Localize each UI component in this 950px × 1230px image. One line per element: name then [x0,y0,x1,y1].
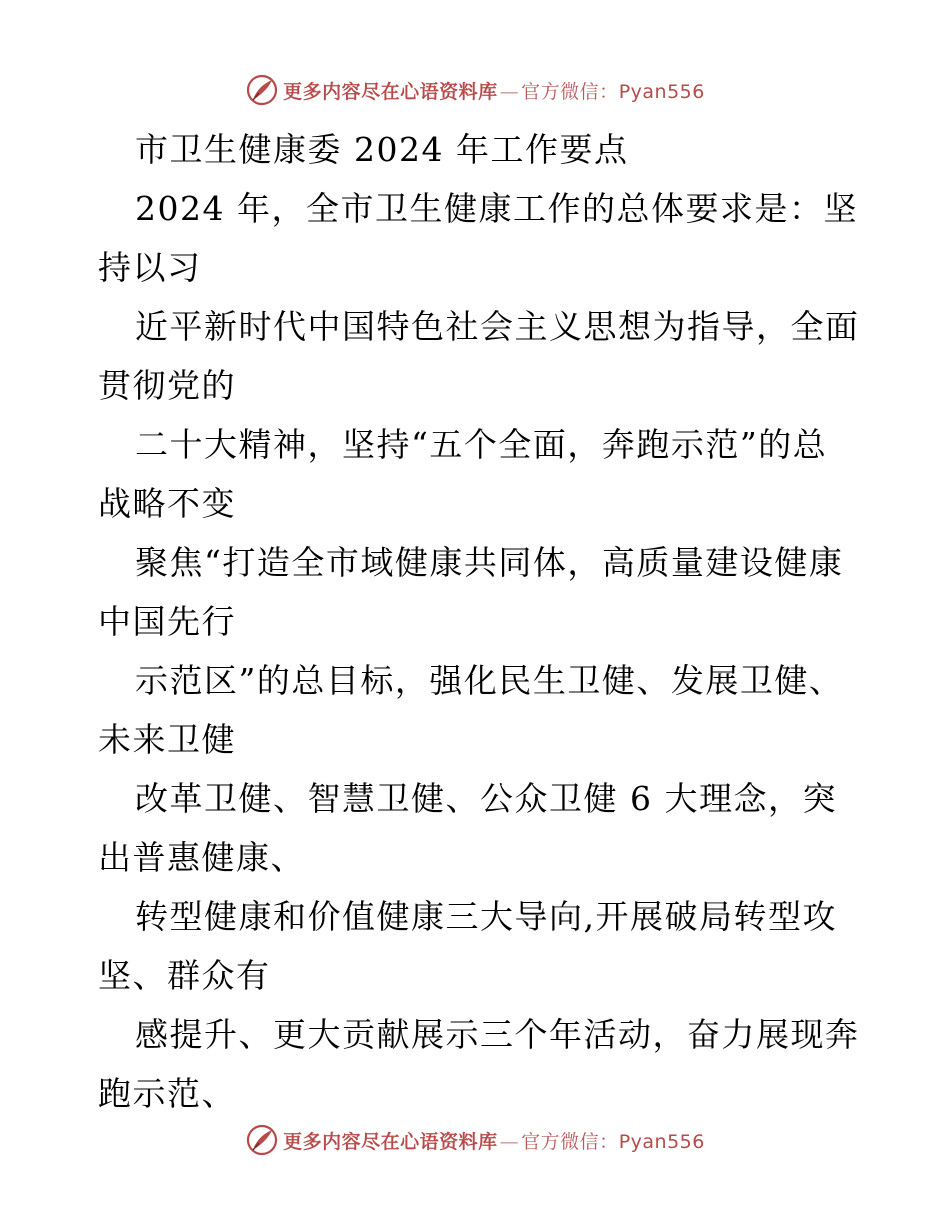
paragraph-line: 二十大精神，坚持“五个全面，奔跑示范”的总 [135,425,828,464]
banner-text [283,77,705,104]
banner-separator: — [499,80,520,103]
footer-banner [0,1120,950,1160]
paragraph-line: 贯彻党的 [98,366,236,405]
paragraph-line: 跑示范、 [98,1074,236,1113]
paragraph-line: 聚焦“打造全市域健康共同体，高质量建设健康 [135,543,844,582]
banner-wechat-label: 官方微信： [521,80,619,103]
paragraph-line: 中国先行 [98,602,236,641]
paragraph-line: 持以习 [98,248,202,287]
quill-logo-icon [245,1123,279,1157]
paragraph-line: 出普惠健康、 [98,838,305,877]
paragraph-line: 转型健康和价值健康三大导向,开展破局转型攻 [135,897,837,936]
paragraph-line: 坚、群众有 [98,956,271,995]
paragraph-line: 近平新时代中国特色社会主义思想为指导，全面 [135,307,860,346]
paragraph-line: 战略不变 [98,484,236,523]
paragraph-line: 感提升、更大贡献展示三个年活动，奋力展现奔 [135,1015,860,1054]
banner-separator: — [499,1130,520,1153]
document-body [98,120,858,1123]
banner-wechat-id: Pyan556 [618,80,705,103]
banner-wechat-id: Pyan556 [618,1130,705,1153]
paragraph-line: 改革卫健、智慧卫健、公众卫健 6 大理念，突 [135,779,837,818]
paragraph-line: 示范区”的总目标，强化民生卫健、发展卫健、 [135,661,844,700]
paragraph-line: 2024 年，全市卫生健康工作的总体要求是：坚 [135,189,858,228]
banner-text [283,1127,705,1154]
document-title: 市卫生健康委 2024 年工作要点 [135,130,629,169]
paragraph-line: 未来卫健 [98,720,236,759]
banner-wechat-label: 官方微信： [521,1130,619,1153]
header-banner [0,70,950,110]
quill-logo-icon [245,73,279,107]
banner-promo: 更多内容尽在心语资料库 [283,1130,498,1153]
banner-promo: 更多内容尽在心语资料库 [283,80,498,103]
